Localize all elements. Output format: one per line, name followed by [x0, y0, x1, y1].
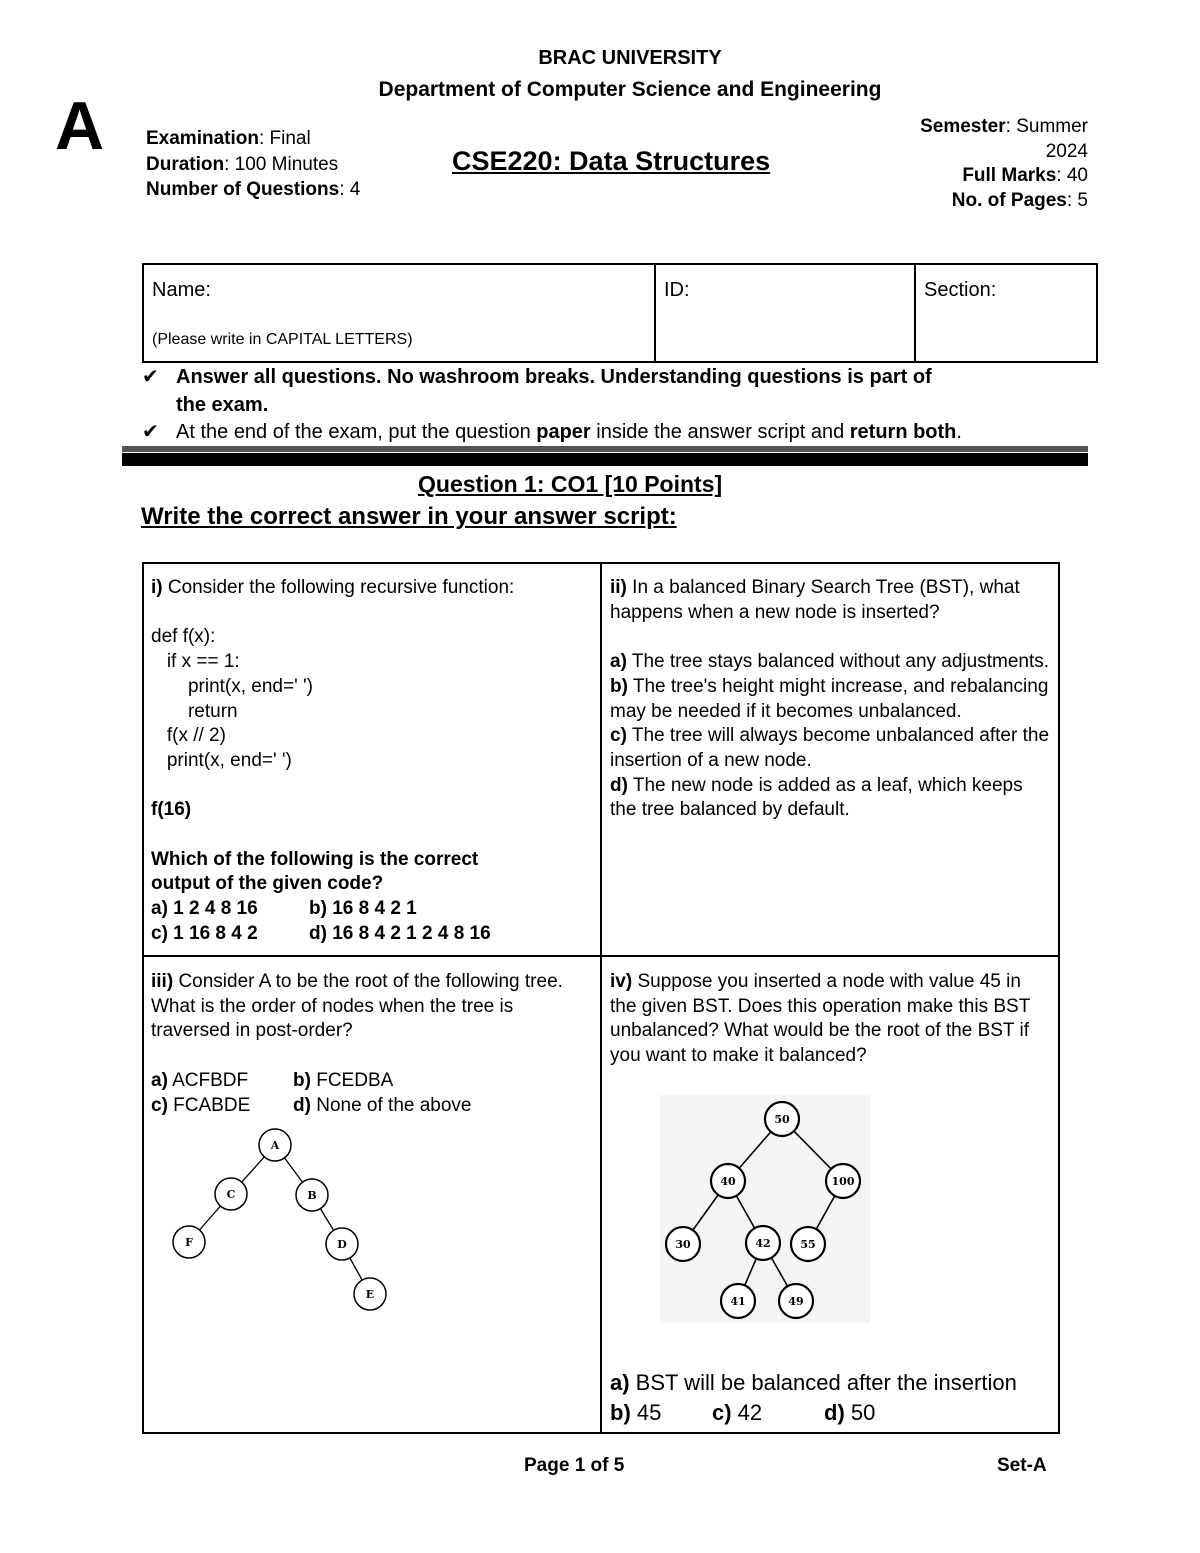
exam-value: : Final: [258, 128, 311, 149]
question-i: [151, 576, 591, 947]
instruction-2: [142, 418, 1082, 446]
q1-ask-2: output of the given code?: [151, 873, 384, 895]
university-name: BRAC UNIVERSITY: [538, 47, 722, 69]
question-iv: [610, 970, 1050, 1069]
q2-c-label: c): [610, 725, 627, 747]
question-subtitle: Write the correct answer in your answer script:: [141, 503, 677, 530]
tree-node-label: 30: [675, 1238, 691, 1251]
tree-node-label: 55: [800, 1238, 816, 1251]
q2-b-text: The tree's height might increase, and rebalancing may be needed if it becomes unbalanced.: [610, 675, 1049, 722]
q3-d-text: None of the above: [310, 1094, 472, 1116]
tree-node-label: 49: [788, 1295, 804, 1308]
q3-a-label: a): [151, 1069, 168, 1091]
q4-c-label: c): [712, 1400, 732, 1425]
tree-node-label: 42: [755, 1237, 771, 1250]
q2-d-text: The new node is added as a leaf, which keeps the tree balanced by default.: [610, 774, 1023, 821]
q3-c-text: FCABDE: [167, 1094, 251, 1116]
semester-value: : Summer: [1005, 116, 1088, 137]
q1-ask-1: Which of the following is the correct: [151, 848, 479, 870]
questions-label: Number of Questions: [146, 179, 340, 200]
q1-option-b: b) 16 8 4 2 1: [309, 898, 417, 920]
exam-label: Examination: [146, 128, 259, 149]
divider-thin: [122, 446, 1088, 452]
q2-a-label: a): [610, 651, 627, 673]
q1-option-c: c) 1 16 8 4 2: [151, 922, 258, 944]
exam-meta-right: [868, 115, 1088, 213]
tree-node-label: C: [226, 1188, 236, 1201]
q3-a-text: ACFBDF: [167, 1069, 249, 1091]
q3-b-label: b): [293, 1069, 311, 1091]
instruction-2-end: .: [956, 421, 962, 443]
section-label: Section:: [924, 279, 997, 301]
instruction-1: [142, 363, 1082, 419]
tree-node-label: D: [337, 1238, 347, 1251]
tree-node-label: E: [365, 1288, 375, 1301]
code-line: if x == 1:: [151, 651, 240, 673]
tree-node-label: A: [270, 1139, 280, 1152]
code-line: def f(x):: [151, 626, 216, 648]
q4-a-label: a): [610, 1370, 630, 1395]
question-iii: [151, 970, 591, 1118]
grid-divider-vertical: [600, 562, 602, 1434]
question-ii: [610, 576, 1050, 823]
instruction-2-mid: inside the answer script and: [590, 421, 850, 443]
q4-d-text: 50: [844, 1400, 876, 1425]
tree-node-label: 50: [774, 1113, 790, 1126]
q4-options: [610, 1368, 1017, 1428]
semester-label: Semester: [920, 116, 1006, 137]
questions-value: : 4: [339, 179, 361, 200]
set-letter: A: [55, 88, 105, 164]
pages-label: No. of Pages: [951, 189, 1067, 211]
q4-d-label: d): [824, 1400, 845, 1425]
tree-node-label: 41: [730, 1295, 746, 1308]
q4-number: iv): [610, 971, 633, 992]
instruction-1-text-a: Answer all questions. No washroom breaks. Understanding questions is part of: [176, 366, 932, 388]
q1-option-a: a) 1 2 4 8 16: [151, 898, 258, 920]
page-number: Page 1 of 5: [524, 1455, 625, 1476]
q3-d-label: d): [293, 1094, 311, 1116]
marks-label: Full Marks: [962, 165, 1057, 186]
q4-c-text: 42: [731, 1400, 763, 1425]
q4-a-text: BST will be balanced after the insertion: [629, 1370, 1017, 1395]
q1-text: Consider the following recursive function:: [162, 577, 515, 598]
instruction-2-bold1: paper: [536, 421, 591, 443]
name-hint: (Please write in CAPITAL LETTERS): [152, 331, 413, 348]
code-line: print(x, end=' '): [151, 749, 292, 771]
q4-b-text: 45: [630, 1400, 662, 1425]
grid-divider-horizontal: [142, 955, 1060, 957]
q2-a-text: The tree stays balanced without any adjustments.: [626, 651, 1050, 673]
code-line: return: [151, 700, 238, 722]
q3-number: iii): [151, 971, 174, 992]
name-cell[interactable]: [144, 265, 656, 361]
q2-d-label: d): [610, 774, 628, 796]
course-title: CSE220: Data Structures: [452, 146, 771, 176]
code-line: print(x, end=' '): [151, 675, 313, 697]
q2-c-text: The tree will always become unbalanced after the insertion of a new node.: [610, 725, 1050, 771]
q3-b-text: FCEDBA: [310, 1069, 394, 1091]
q4-text: Suppose you inserted a node with value 45 in the given BST. Does this operation make this BST unbalanced? What would be the root of the BST if you want to make it balanced?: [610, 971, 1030, 1067]
id-cell[interactable]: [656, 265, 916, 361]
pages-value: : 5: [1066, 189, 1088, 211]
section-cell[interactable]: [916, 265, 1096, 361]
student-info-box: [142, 263, 1098, 363]
exam-meta-left: [146, 126, 360, 203]
name-label: Name:: [152, 279, 211, 301]
instruction-1-text-b: the exam.: [176, 394, 269, 416]
tree-node-label: B: [307, 1189, 317, 1202]
duration-value: : 100 Minutes: [224, 153, 339, 175]
marks-value: : 40: [1056, 165, 1088, 186]
tree-node-label: 100: [831, 1175, 855, 1188]
tree-node-label: 40: [720, 1175, 736, 1188]
semester-year: 2024: [1045, 140, 1088, 162]
check-icon: ✔: [142, 421, 159, 443]
tree-node-label: F: [185, 1236, 193, 1249]
q3-c-label: c): [151, 1094, 168, 1116]
check-icon: ✔: [142, 366, 159, 388]
q2-b-label: b): [610, 675, 628, 697]
question-title: Question 1: CO1 [10 Points]: [418, 471, 723, 497]
q2-number: ii): [610, 577, 627, 598]
q1-call: f(16): [151, 799, 192, 821]
q4-b-label: b): [610, 1400, 631, 1425]
instruction-2-pre: At the end of the exam, put the question: [176, 421, 537, 443]
duration-label: Duration: [146, 153, 225, 175]
code-line: f(x // 2): [151, 725, 226, 747]
bst-diagram-q4: [660, 1095, 870, 1323]
divider-thick: [122, 453, 1088, 466]
instruction-2-bold2: return both: [849, 421, 957, 443]
q2-text: In a balanced Binary Search Tree (BST), what happens when a new node is inserted?: [610, 577, 1020, 623]
tree-diagram-q3: [160, 1120, 400, 1320]
q1-option-d: d) 16 8 4 2 1 2 4 8 16: [309, 922, 491, 944]
q1-number: i): [151, 577, 163, 598]
id-label: ID:: [664, 279, 690, 301]
set-label: Set-A: [997, 1455, 1047, 1476]
q3-text: Consider A to be the root of the following tree. What is the order of nodes when the tree is traversed in post-order?: [151, 971, 563, 1042]
department-name: Department of Computer Science and Engineering: [378, 78, 882, 101]
